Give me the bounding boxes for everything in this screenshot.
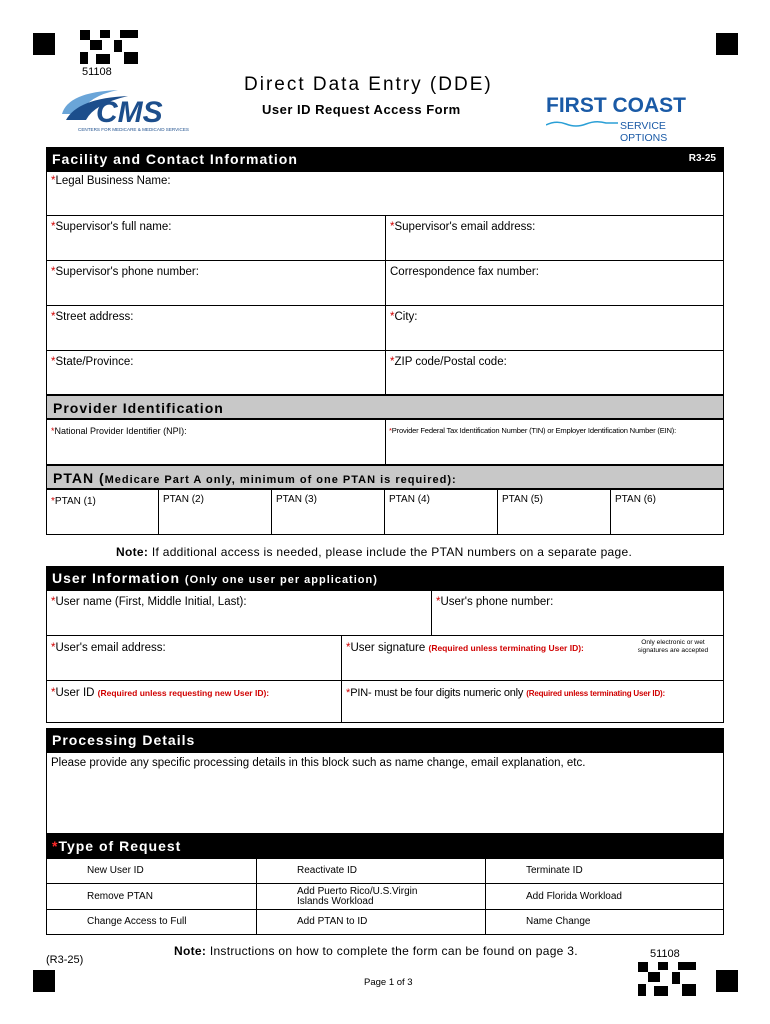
cms-logo-text: CMS: [96, 96, 163, 129]
user-id-label: User ID: [55, 687, 95, 699]
legal-business-name-label: Legal Business Name:: [55, 175, 171, 187]
ptan-5-field[interactable]: [497, 489, 611, 535]
option-add-ptan-label: Add PTAN to ID: [297, 916, 368, 927]
supervisor-name-field[interactable]: *Supervisor's full name:: [46, 215, 386, 261]
registration-mark-top-left: [33, 33, 55, 55]
user-email-label: User's email address:: [55, 642, 166, 654]
option-add-florida-label: Add Florida Workload: [526, 890, 622, 902]
barcode-top: [80, 30, 138, 64]
pin-label: PIN- must be four digits numeric only: [350, 687, 524, 699]
ptan-2-label: PTAN (2): [163, 494, 204, 505]
supervisor-phone-field[interactable]: *Supervisor's phone number:: [46, 260, 386, 306]
form-subtitle: User ID Request Access Form: [262, 102, 461, 117]
tin-field[interactable]: *Provider Federal Tax Identification Number (TIN) or Employer Identification Number (EIN):: [385, 419, 724, 465]
option-name-change[interactable]: [485, 909, 724, 935]
option-name-change-label: Name Change: [526, 916, 591, 927]
user-name-field[interactable]: *User name (First, Middle Initial, Last):: [46, 590, 432, 636]
option-remove-ptan-label: Remove PTAN: [87, 890, 153, 902]
first-coast-logo-sub: SERVICE OPTIONS: [620, 120, 668, 144]
wave-icon: [546, 120, 618, 128]
city-label: City:: [394, 311, 418, 323]
supervisor-phone-label: Supervisor's phone number:: [55, 266, 199, 278]
zip-field[interactable]: *ZIP code/Postal code:: [385, 350, 724, 395]
ptan-3-label: PTAN (3): [276, 494, 317, 505]
footer-form-number: 51108: [650, 948, 680, 960]
ptan-4-label: PTAN (4): [389, 494, 430, 505]
registration-mark-top-right: [716, 33, 738, 55]
ptan-4-field[interactable]: [384, 489, 498, 535]
first-coast-logo: [546, 94, 716, 144]
option-reactivate-id[interactable]: [256, 858, 486, 884]
page-number: Page 1 of 3: [364, 977, 413, 988]
ptan-note: [116, 545, 632, 559]
option-change-access[interactable]: [46, 909, 257, 935]
user-phone-field[interactable]: *User's phone number:: [431, 590, 724, 636]
section-request-title: Type of Request: [58, 838, 182, 854]
section-facility-header: [46, 147, 724, 171]
footer-note: [174, 944, 578, 958]
ptan-note-label: Note:: [116, 545, 149, 559]
section-facility-title: Facility and Contact Information: [52, 151, 298, 167]
street-label: Street address:: [55, 311, 134, 323]
tin-label: Provider Federal Tax Identification Number (TIN) or Employer Identification Number (EIN):: [391, 426, 676, 435]
option-new-user-id[interactable]: [46, 858, 257, 884]
zip-label: ZIP code/Postal code:: [394, 356, 507, 368]
option-add-puerto-rico[interactable]: [256, 883, 486, 910]
section-processing-title: Processing Details: [52, 732, 196, 748]
user-email-field[interactable]: *User's email address:: [46, 635, 342, 681]
supervisor-name-label: Supervisor's full name:: [55, 221, 172, 233]
pin-required: (Required unless terminating User ID):: [526, 689, 665, 698]
npi-field[interactable]: *National Provider Identifier (NPI):: [46, 419, 386, 465]
fax-field[interactable]: [385, 260, 724, 306]
fax-label: Correspondence fax number:: [390, 266, 539, 278]
pin-field[interactable]: *PIN- must be four digits numeric only (Required unless terminating User ID):: [341, 680, 724, 723]
city-field[interactable]: *City:: [385, 305, 724, 351]
processing-details-label: Please provide any specific processing details in this block such as name change, email explanation, etc.: [51, 757, 586, 769]
section-provider-title: Provider Identification: [53, 400, 224, 416]
registration-mark-bottom-left: [33, 970, 55, 992]
state-field[interactable]: *State/Province:: [46, 350, 386, 395]
form-number-top: 51108: [82, 66, 112, 78]
processing-details-field[interactable]: [46, 752, 724, 834]
section-ptan-title: PTAN (: [53, 470, 105, 486]
ptan-6-label: PTAN (6): [615, 494, 656, 505]
option-new-user-id-label: New User ID: [87, 865, 144, 876]
ptan-3-field[interactable]: [271, 489, 385, 535]
footer-note-text: Instructions on how to complete the form can be found on page 3.: [209, 944, 578, 958]
user-signature-hint: Only electronic or wet signatures are accepted: [637, 639, 709, 654]
section-processing-header: [46, 728, 724, 752]
user-signature-field[interactable]: *User signature (Required unless terminating User ID): Only electronic or wet signatures are accepted: [341, 635, 724, 681]
option-remove-ptan[interactable]: [46, 883, 257, 910]
user-id-field[interactable]: *User ID (Required unless requesting new User ID):: [46, 680, 342, 723]
footer-revision: (R3-25): [46, 954, 84, 966]
state-label: State/Province:: [55, 356, 134, 368]
registration-mark-bottom-right: [716, 970, 738, 992]
option-add-puerto-rico-label: Add Puerto Rico/U.S.Virgin Islands Workload: [297, 885, 418, 907]
option-terminate-id-label: Terminate ID: [526, 865, 583, 876]
cms-tagline: CENTERS FOR MEDICARE & MEDICAID SERVICES: [78, 127, 189, 132]
ptan-1-label: PTAN (1): [54, 496, 96, 507]
user-id-required: (Required unless requesting new User ID):: [97, 688, 270, 698]
first-coast-logo-text: FIRST COAST: [546, 94, 686, 117]
supervisor-email-field[interactable]: *Supervisor's email address:: [385, 215, 724, 261]
user-name-label: User name (First, Middle Initial, Last):: [55, 596, 247, 608]
option-change-access-label: Change Access to Full: [87, 916, 187, 927]
section-user-header: [46, 566, 724, 590]
user-signature-label: User signature: [350, 642, 426, 654]
section-user-title: User Information: [52, 570, 181, 586]
option-terminate-id[interactable]: [485, 858, 724, 884]
revision-label: R3-25: [688, 153, 716, 164]
npi-label: National Provider Identifier (NPI):: [54, 426, 187, 436]
cms-logo: [58, 84, 204, 134]
supervisor-email-label: Supervisor's email address:: [394, 221, 536, 233]
section-ptan-header: [46, 465, 724, 489]
legal-business-name-field[interactable]: *Legal Business Name:: [46, 171, 724, 216]
section-ptan-subtitle: Medicare Part A only, minimum of one PTAN is required):: [104, 474, 457, 486]
ptan-note-text: If additional access is needed, please include the PTAN numbers on a separate page.: [151, 545, 633, 559]
user-phone-label: User's phone number:: [440, 596, 554, 608]
street-field[interactable]: *Street address:: [46, 305, 386, 351]
option-add-florida[interactable]: [485, 883, 724, 910]
option-reactivate-id-label: Reactivate ID: [297, 865, 358, 876]
section-user-subtitle: (Only one user per application): [184, 574, 378, 586]
barcode-bottom: [638, 962, 696, 996]
footer-note-label: Note:: [174, 944, 207, 958]
section-provider-header: [46, 395, 724, 419]
form-title: Direct Data Entry (DDE): [244, 74, 493, 95]
user-signature-required: (Required unless terminating User ID):: [428, 643, 584, 653]
ptan-5-label: PTAN (5): [502, 494, 543, 505]
ptan-6-field[interactable]: [610, 489, 724, 535]
section-request-header: *Type of Request: [46, 834, 724, 858]
ptan-1-field[interactable]: *PTAN (1): [46, 489, 159, 535]
option-add-ptan[interactable]: [256, 909, 486, 935]
ptan-2-field[interactable]: [158, 489, 272, 535]
